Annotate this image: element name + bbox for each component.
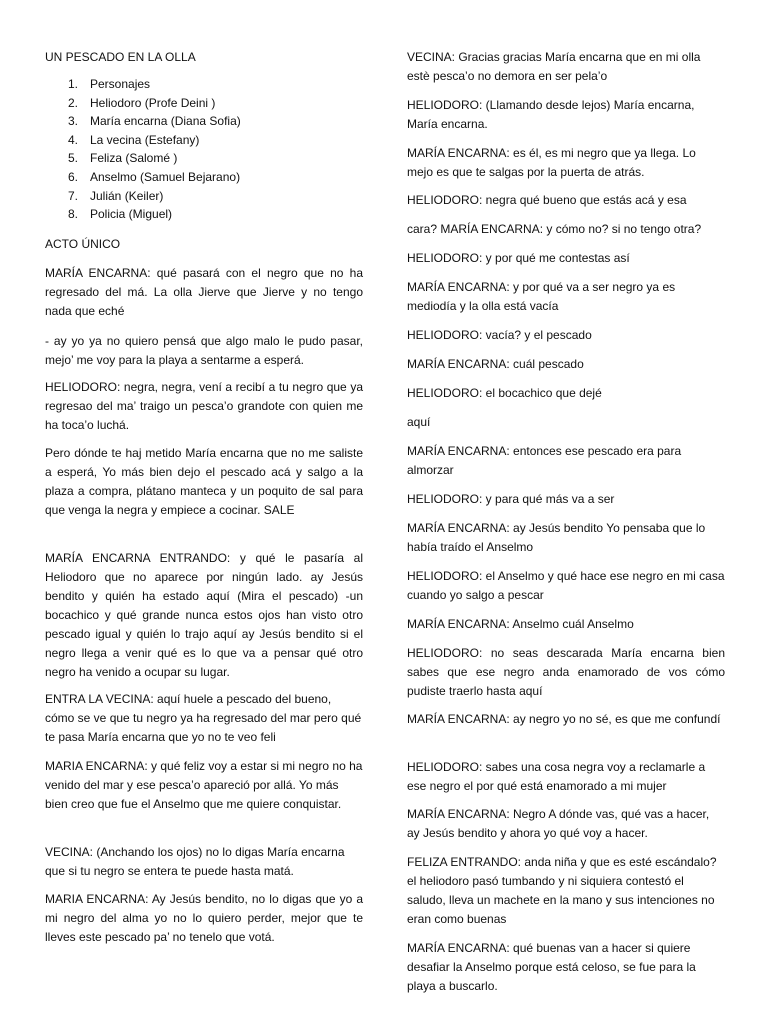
dialogue-paragraph: HELIODORO: negra qué bueno que estás acá y esa <box>407 193 687 207</box>
cast-number: 8. <box>68 207 79 222</box>
dialogue-paragraph: MARÍA ENCARNA: y por qué va a ser negro ya es mediodía y la olla está vacía <box>407 280 676 313</box>
dialogue-paragraph: HELIODORO: (Llamando desde lejos) María encarna, María encarna. <box>407 98 695 131</box>
cast-item <box>68 112 241 131</box>
cast-item <box>68 187 241 206</box>
dialogue-paragraph: HELIODORO: y para qué más va a ser <box>407 492 615 506</box>
dialogue-paragraph: - ay yo ya no quiero pensá que algo malo le pudo pasar, mejo’ me voy para la playa a sentarme a esperá. <box>45 334 363 367</box>
dialogue-paragraph: HELIODORO: el bocachico que dejé <box>407 386 602 400</box>
cast-name: Personajes <box>90 77 151 91</box>
dialogue-paragraph: HELIODORO: sabes una cosa negra voy a reclamarle a ese negro el por qué está enamorado a mi mujer <box>407 760 706 793</box>
dialogue-paragraph: MARÍA ENCARNA: cuál pescado <box>407 357 584 371</box>
cast-name: Policia (Miguel) <box>90 207 173 222</box>
cast-list <box>68 75 241 224</box>
dialogue-paragraph: MARIA ENCARNA: Ay Jesús bendito, no lo digas que yo a mi negro del alma yo no lo quiero perder, mejor que te lleves este pescado pa’ no tenelo que votá. <box>45 892 363 944</box>
dialogue-paragraph: MARÍA ENCARNA ENTRANDO: y qué le pasaría al Heliodoro que no aparece por ningún lado. ay Jesús bendito y quién ha estado aquí (Mira el pescado) -un bocachico y qué grande nunca estos ojos han visto otro pescado igual y quién lo trajo aquí ay Jesús bendito si el negro llega a venir qué es lo que va a pensar qué otro negro ha venido a ocupar su lugar. <box>45 551 363 679</box>
cast-name: Anselmo (Samuel Bejarano) <box>90 169 241 184</box>
dialogue-paragraph: MARÍA ENCARNA: qué pasará con el negro que no ha regresado del má. La olla Jierve que Jierve y no tengo nada que eché <box>45 266 363 318</box>
dialogue-paragraph: cara? MARÍA ENCARNA: y cómo no? si no tengo otra? <box>407 222 702 236</box>
cast-name: Julián (Keiler) <box>90 188 164 203</box>
play-title: UN PESCADO EN LA OLLA <box>45 50 196 64</box>
dialogue-paragraph: MARÍA ENCARNA: Anselmo cuál Anselmo <box>407 617 634 631</box>
dialogue-paragraph: MARÍA ENCARNA: entonces ese pescado era para almorzar <box>407 444 682 477</box>
cast-number: 5. <box>68 151 79 166</box>
cast-name: Heliodoro (Profe Deini ) <box>90 95 216 110</box>
cast-number: 2. <box>68 95 79 110</box>
cast-item <box>68 149 241 168</box>
dialogue-paragraph: VECINA: (Anchando los ojos) no lo digas María encarna que si tu negro se entera te puede hasta matá. <box>45 845 345 878</box>
cast-number: 1. <box>68 77 79 91</box>
cast-item <box>68 168 241 187</box>
cast-item <box>68 131 241 150</box>
cast-name: La vecina (Estefany) <box>90 132 200 147</box>
cast-item <box>68 94 241 113</box>
cast-number: 4. <box>68 132 79 147</box>
dialogue-paragraph: HELIODORO: vacía? y el pescado <box>407 328 592 342</box>
dialogue-paragraph: Pero dónde te haj metido María encarna que no me saliste a esperá, Yo más bien dejo el pescado acá y salgo a la plaza a compra, plátano manteca y un poquito de sal para que venga la negra y empiece a cocinar. SALE <box>45 446 363 517</box>
cast-name: Feliza (Salomé ) <box>90 151 178 166</box>
dialogue-paragraph: HELIODORO: y por qué me contestas así <box>407 251 630 265</box>
act-heading: ACTO ÚNICO <box>45 237 121 251</box>
dialogue-paragraph: MARÍA ENCARNA: ay Jesús bendito Yo pensaba que lo había traído el Anselmo <box>407 521 706 554</box>
cast-number: 3. <box>68 114 79 129</box>
dialogue-paragraph: MARÍA ENCARNA: qué buenas van a hacer si quiere desafiar la Anselmo porque está celoso, se fue para la playa a buscarlo. <box>407 941 696 993</box>
dialogue-paragraph: MARÍA ENCARNA: Negro A dónde vas, qué vas a hacer, ay Jesús bendito y ahora yo qué voy a hacer. <box>407 807 710 840</box>
dialogue-paragraph: HELIODORO: negra, negra, vení a recibí a tu negro que ya regresao del ma’ traigo un pesca’o grandote con quien me ha toca’o luchá. <box>45 380 363 432</box>
dialogue-paragraph: VECINA: Gracias gracias María encarna que en mi olla estè pesca’o no demora en ser pela’o <box>407 50 701 83</box>
dialogue-paragraph: ENTRA LA VECINA: aquí huele a pescado del bueno, cómo se ve que tu negro ya ha regresado del mar pero qué te pasa María encarna que yo no te veo feli <box>45 692 362 744</box>
dialogue-paragraph: MARÍA ENCARNA: es él, es mi negro que ya llega. Lo mejo es que te salgas por la puerta de atrás. <box>407 146 696 179</box>
dialogue-paragraph: FELIZA ENTRANDO: anda niña y que es esté escándalo? el heliodoro pasó tumbando y ni siquiera contestó el saludo, lleva un machete en la mano y sus intenciones no eran como buenas <box>407 855 717 926</box>
cast-number: 6. <box>68 169 79 184</box>
dialogue-paragraph: HELIODORO: no seas descarada María encarna bien sabes que ese negro anda enamorado de vos cómo pudiste traerlo hasta aquí <box>407 646 725 698</box>
cast-number: 7. <box>68 188 79 203</box>
dialogue-paragraph: MARIA ENCARNA: y qué feliz voy a estar si mi negro no ha venido del mar y ese pesca’o apareció por allá. Yo más bien creo que fue el Anselmo que me quiere conquistar. <box>45 759 363 811</box>
dialogue-paragraph: aquí <box>407 415 431 429</box>
dialogue-paragraph: HELIODORO: el Anselmo y qué hace ese negro en mi casa cuando yo salgo a pescar <box>407 569 725 602</box>
cast-item <box>68 205 241 224</box>
cast-item <box>68 75 241 94</box>
dialogue-paragraph: MARÍA ENCARNA: ay negro yo no sé, es que me confundí <box>407 712 721 726</box>
cast-name: María encarna (Diana Sofia) <box>90 114 241 129</box>
